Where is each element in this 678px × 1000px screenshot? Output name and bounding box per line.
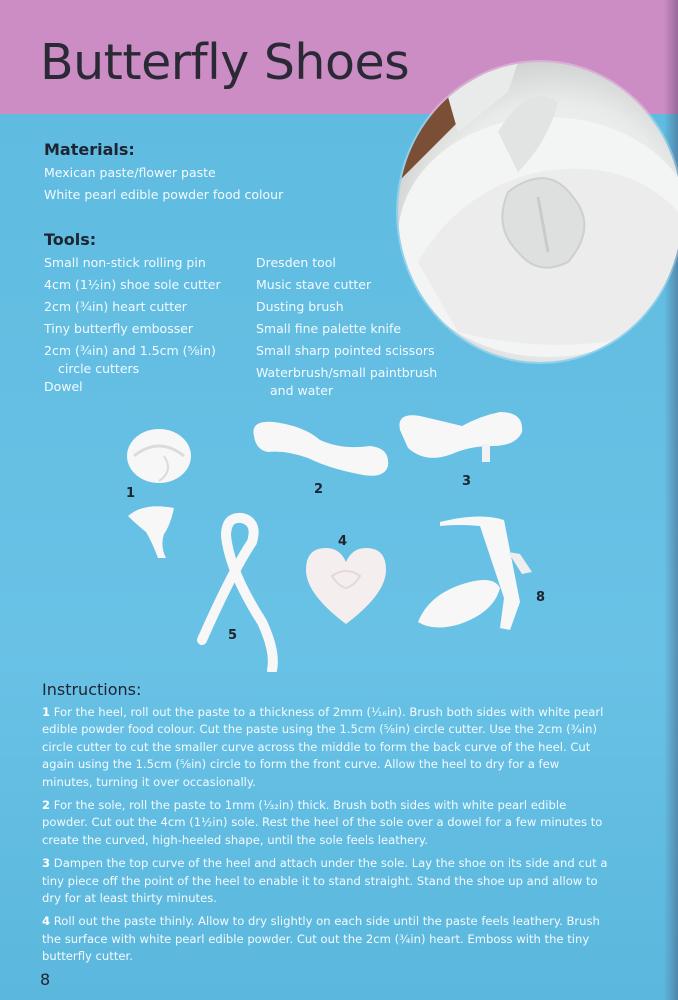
tools-item: Dusting brush [256, 299, 344, 314]
heart-piece-illustration [302, 544, 390, 626]
instruction-step [42, 704, 612, 791]
instruction-step-text: For the sole, roll the paste to 1mm (⅟₃₂in) thick. Brush both sides with white pearl edible powder. Cut out the 4cm (1½in) sole. Rest the heel of the sole over a dowel for a few minutes to create the curved, high-heeled shape, until the sole feels leathery. [42, 798, 603, 847]
tools-item: 4cm (1½in) shoe sole cutter [44, 277, 221, 292]
instruction-step-text: Dampen the top curve of the heel and attach under the sole. Lay the shoe on its side and cut a tiny piece off the point of the heel to enable it to stand straight. Stand the shoe up and allow to dry for at least thirty minutes. [42, 856, 608, 906]
tools-item: Dresden tool [256, 255, 336, 270]
page-number: 8 [40, 970, 51, 989]
finished-shoe-illustration [410, 512, 540, 636]
instruction-step-number: 1 [42, 705, 51, 719]
tools-list-left [44, 252, 221, 398]
tools-item: Waterbrush/small paintbrush [256, 365, 438, 380]
tools-item: Music stave cutter [256, 277, 372, 292]
instruction-step-number: 2 [42, 798, 51, 813]
tools-heading: Tools: [44, 230, 97, 249]
instruction-step [42, 913, 612, 965]
instruction-step-text: For the heel, roll out the paste to a thickness of 2mm (⅟₁₆in). Brush both sides with white pearl edible powder food colour. Cut the paste using the 1.5cm (⅝in) circle cutter. Use the 2cm (¾in) circle cutter to cut the smaller curve across the middle to form the back curve of the heel. Cut again using the 1.5cm (⅝in) circle to form the front curve. Allow the heel to dry for a few minutes, turning it over occasionally. [42, 705, 604, 789]
sole-piece-illustration [248, 418, 392, 482]
instruction-step-number: 4 [42, 914, 51, 929]
step-label: 8 [536, 590, 546, 605]
instruction-step [42, 797, 612, 849]
tools-item: Small fine palette knife [256, 321, 402, 336]
tools-item: 2cm (¾in) heart cutter [44, 299, 187, 314]
strap-piece-illustration [124, 502, 184, 562]
tools-item: circle cutters [58, 361, 140, 376]
tools-item: Dowel [44, 379, 83, 394]
tools-item: and water [270, 383, 334, 398]
tools-item: Tiny butterfly embosser [44, 321, 194, 336]
step-label: 1 [126, 486, 136, 501]
instruction-step-text: Roll out the paste thinly. Allow to dry slightly on each side until the paste feels leathery. Brush the surface with white pearl edible powder. Cut out the 2cm (¾in) heart. Emboss with the tiny butterfly cutter. [42, 914, 600, 964]
assembled-shoe-illustration [396, 406, 526, 466]
page-title: Butterfly Shoes [40, 34, 410, 91]
step-label: 3 [462, 474, 472, 489]
instruction-step [42, 855, 612, 907]
step-label: 4 [338, 534, 348, 549]
finished-shoe-photo [398, 62, 678, 362]
step-label: 5 [228, 628, 238, 643]
ribbon-strip-illustration [192, 512, 288, 672]
step-label: 2 [314, 482, 324, 497]
tools-item: 2cm (¾in) and 1.5cm (⅝in) [44, 343, 216, 358]
tools-item: Small non-stick rolling pin [44, 255, 206, 270]
materials-heading: Materials: [44, 140, 135, 159]
tools-item: Small sharp pointed scissors [256, 343, 435, 358]
materials-item: Mexican paste/flower paste [44, 165, 216, 180]
materials-item: White pearl edible powder food colour [44, 187, 284, 202]
materials-list [44, 162, 283, 206]
instruction-step-number: 3 [42, 856, 51, 871]
heel-piece-illustration [124, 426, 194, 486]
instructions-body [42, 704, 612, 972]
tools-list-right [256, 252, 437, 398]
instructions-heading: Instructions: [42, 680, 142, 699]
shoe-closeup-illustration [398, 62, 678, 362]
